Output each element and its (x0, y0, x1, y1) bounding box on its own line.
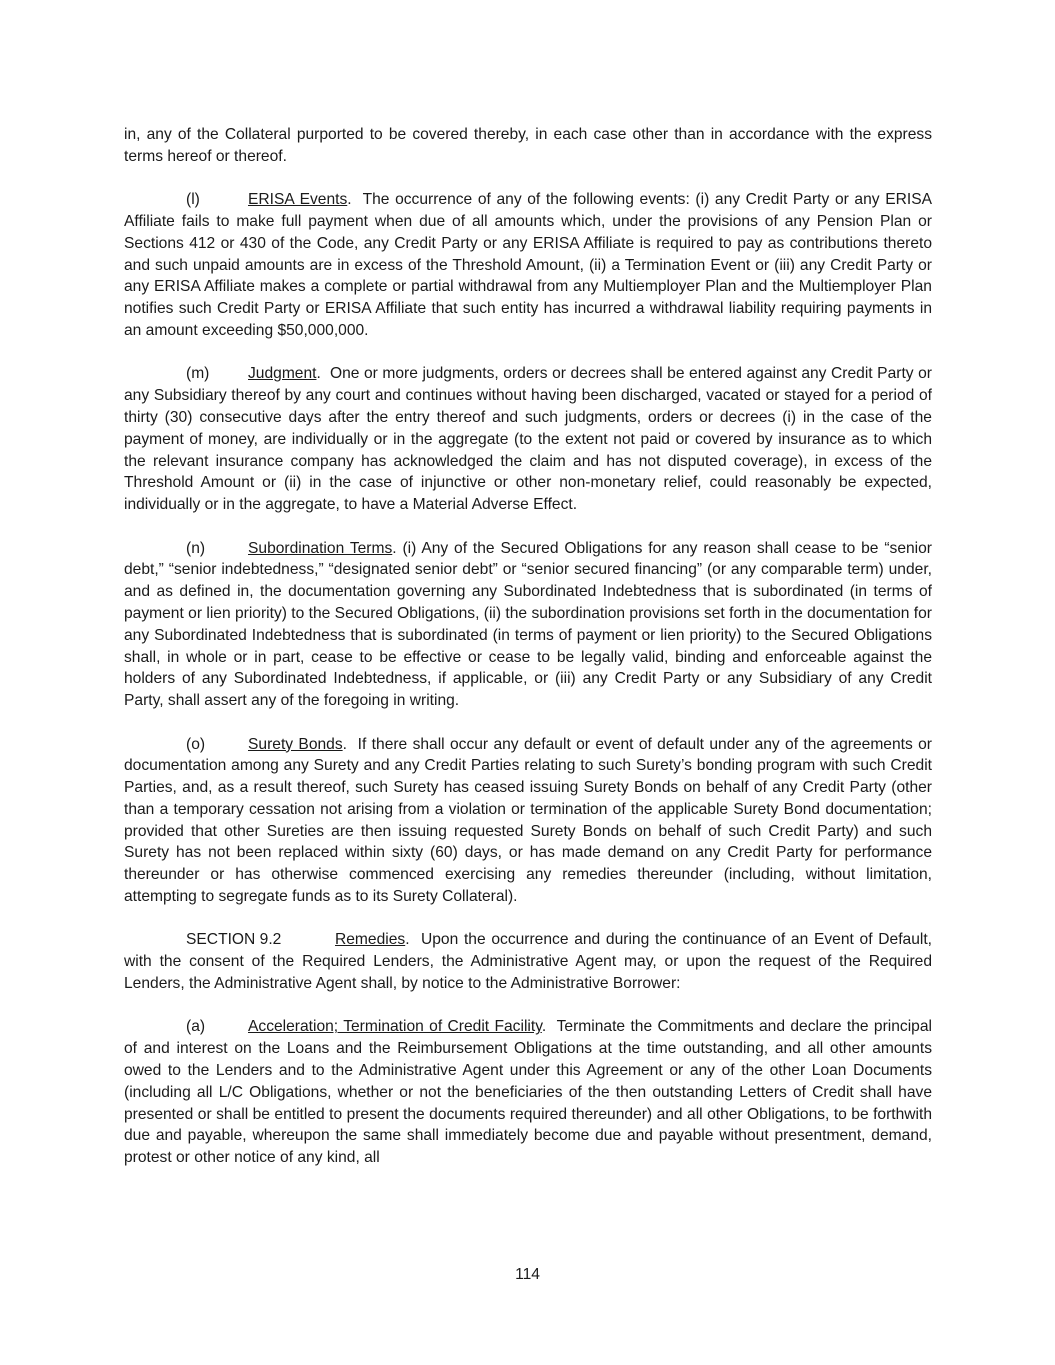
section-m-judgment: (m) Judgment. One or more judgments, orders or decrees shall be entered against any Credit Party or any Subsidiary thereof by any court and continues without having been discharged, vacated or stayed for a period of thirty (30) consecutive days after the entry thereof and such judgments, orders or decrees (i) in the case of the payment of money, are individually or in the aggregate (to the extent not paid or covered by insurance as to which the relevant insurance company has acknowledged the claim and has not disputed coverage), in excess of the Threshold Amount or (ii) in the case of injunctive or other non-monetary relief, could reasonably be expected, individually or in the aggregate, to have a Material Adverse Effect. (124, 365, 932, 514)
section-a-text: Terminate the Commitments and declare the principal of and interest on the Loans and the Reimbursement Obligations at the time outstanding, and all other amounts owed to the Lenders and to the Administrative Agent under this Agreement or any of the other Loan Documents (including all L/C Obligations, whether or not the beneficiaries of the then outstanding Letters of Credit shall have presented or shall be entitled to present the documents required thereunder) and all other Obligations, to be forthwith due and payable, whereupon the same shall immediately become due and payable without presentment, demand, protest or other notice of any kind, all (124, 1018, 932, 1167)
section-l-text: The occurrence of any of the following events: (i) any Credit Party or any ERISA Affiliate fails to make full payment when due of all amounts which, under the provisions of any Pension Plan or Sections 412 or 430 of the Code, any Credit Party or any ERISA Affiliate is required to pay as contributions thereto and such unpaid amounts are in excess of the Threshold Amount, (ii) a Termination Event or (iii) any Credit Party or any ERISA Affiliate makes a complete or partial withdrawal from any Multiemployer Plan and the Multiemployer Plan notifies such Credit Party or ERISA Affiliate that such entity has incurred a withdrawal liability requiring payments in an amount exceeding $50,000,000. (124, 191, 933, 339)
section-l-label: (l) (186, 191, 200, 209)
section-a-heading: Acceleration; Termination of Credit Facility (248, 1018, 542, 1036)
section-m-heading: Judgment (248, 365, 317, 383)
section-m-label: (m) (186, 365, 210, 383)
section-o-label: (o) (186, 735, 206, 753)
section-o-heading: Surety Bonds (248, 735, 343, 753)
section-9-2-heading: Remedies (335, 931, 406, 949)
section-m-text: One or more judgments, orders or decrees shall be entered against any Credit Party or any Subsidiary thereof by any court and continues without having been discharged, vacated or stayed for a period of thirty (30) consecutive days after the entry thereof and such judgments, orders or decrees (i) in the case of the payment of money, are individually or in the aggregate (to the extent not paid or covered by insurance as to which the relevant insurance company has acknowledged the claim and has not disputed coverage), in excess of the Threshold Amount or (ii) in the case of injunctive or other non-monetary relief, could reasonably be expected, individually or in the aggregate, to have a Material Adverse Effect. (124, 365, 932, 514)
section-9-2-remedies: SECTION 9.2 Remedies. Upon the occurrence and during the continuance of an Event of Default, with the consent of the Required Lenders, the Administrative Agent may, or upon the request of the Required Lenders, the Administrative Agent shall, by notice to the Administrative Borrower: (124, 931, 932, 993)
section-9-2-label: SECTION 9.2 (186, 931, 282, 949)
document-page (124, 124, 932, 1191)
section-l-erisa-events: (l) ERISA Events. The occurrence of any of the following events: (i) any Credit Party or any ERISA Affiliate fails to make full payment when due of all amounts which, under the provisions of any Pension Plan or Sections 412 or 430 of the Code, any Credit Party or any ERISA Affiliate is required to pay as contributions thereto and such unpaid amounts are in excess of the Threshold Amount, (ii) a Termination Event or (iii) any Credit Party or any ERISA Affiliate makes a complete or partial withdrawal from any Multiemployer Plan and the Multiemployer Plan notifies such Credit Party or ERISA Affiliate that such entity has incurred a withdrawal liability requiring payments in an amount exceeding $50,000,000. (124, 191, 933, 339)
section-n-label: (n) (186, 539, 206, 557)
section-o-surety-bonds: (o) Surety Bonds. If there shall occur any default or event of default under any of the agreements or documentation among any Surety and any Credit Parties relating to such Surety’s bonding program with such Credit Parties, and, as a result thereof, such Surety has ceased issuing Surety Bonds on behalf of any Credit Party (other than a temporary cessation not arising from a violation or termination of the applicable Surety Bond documentation; provided that other Sureties are then issuing requested Surety Bonds on behalf of such Credit Party) and such Surety has not been replaced within sixty (60) days, or has made demand on any Credit Party for performance thereunder or has otherwise commenced exercising any remedies thereunder (including, without limitation, attempting to segregate funds as to its Surety Collateral). (124, 735, 932, 906)
section-l-heading: ERISA Events (248, 191, 348, 209)
section-n-heading: Subordination Terms (248, 539, 393, 557)
section-a-acceleration: (a) Acceleration; Termination of Credit Facility. Terminate the Commitments and declare the principal of and interest on the Loans and the Reimbursement Obligations at the time outstanding, and all other amounts owed to the Lenders and to the Administrative Agent under this Agreement or any of the other Loan Documents (including all L/C Obligations, whether or not the beneficiaries of the then outstanding Letters of Credit shall have presented or shall be entitled to present the documents required thereunder) and all other Obligations, to be forthwith due and payable, whereupon the same shall immediately become due and payable without presentment, demand, protest or other notice of any kind, all (124, 1018, 932, 1167)
section-o-text: If there shall occur any default or event of default under any of the agreements or documentation among any Surety and any Credit Parties relating to such Surety’s bonding program with such Credit Parties, and, as a result thereof, such Surety has ceased issuing Surety Bonds on behalf of any Credit Party (other than a temporary cessation not arising from a violation or termination of the applicable Surety Bond documentation; provided that other Sureties are then issuing requested Surety Bonds on behalf of such Credit Party) and such Surety has not been replaced within sixty (60) days, or has made demand on any Credit Party for performance thereunder or has otherwise commenced exercising any remedies thereunder (including, without limitation, attempting to segregate funds as to its Surety Collateral). (124, 735, 932, 906)
page-number: 114 (515, 1266, 540, 1283)
section-9-2-text: Upon the occurrence and during the continuance of an Event of Default, with the consent of the Required Lenders, the Administrative Agent may, or upon the request of the Required Lenders, the Administrative Agent shall, by notice to the Administrative Borrower: (124, 931, 932, 993)
section-n-text: (i) Any of the Secured Obligations for any reason shall cease to be “senior debt,” “senior indebtedness,” “designated senior debt” or “senior secured financing” (or any comparable term) under, and as defined in, the documentation governing any Subordinated Indebtedness that is subordinated (in terms of payment or lien priority) to the Secured Obligations, (ii) the subordination provisions set forth in the documentation for any Subordinated Indebtedness that is subordinated (in terms of payment or lien priority) to the Secured Obligations shall, in whole or in part, cease to be effective or cease to be legally valid, binding and enforceable against the holders of any Subordinated Indebtedness, if applicable, or (iii) any Credit Party or any Subsidiary of any Credit Party, shall assert any of the foregoing in writing. (124, 539, 932, 710)
section-a-label: (a) (186, 1018, 206, 1036)
section-n-subordination-terms: (n) Subordination Terms. (i) Any of the Secured Obligations for any reason shall cease to be “senior debt,” “senior indebtedness,” “designated senior debt” or “senior secured financing” (or any comparable term) under, and as defined in, the documentation governing any Subordinated Indebtedness that is subordinated (in terms of payment or lien priority) to the Secured Obligations, (ii) the subordination provisions set forth in the documentation for any Subordinated Indebtedness that is subordinated (in terms of payment or lien priority) to the Secured Obligations shall, in whole or in part, cease to be effective or cease to be legally valid, binding and enforceable against the holders of any Subordinated Indebtedness, if applicable, or (iii) any Credit Party or any Subsidiary of any Credit Party, shall assert any of the foregoing in writing. (124, 539, 932, 710)
continuation-paragraph: in, any of the Collateral purported to be covered thereby, in each case other than in accordance with the express terms hereof or thereof. (124, 126, 932, 165)
